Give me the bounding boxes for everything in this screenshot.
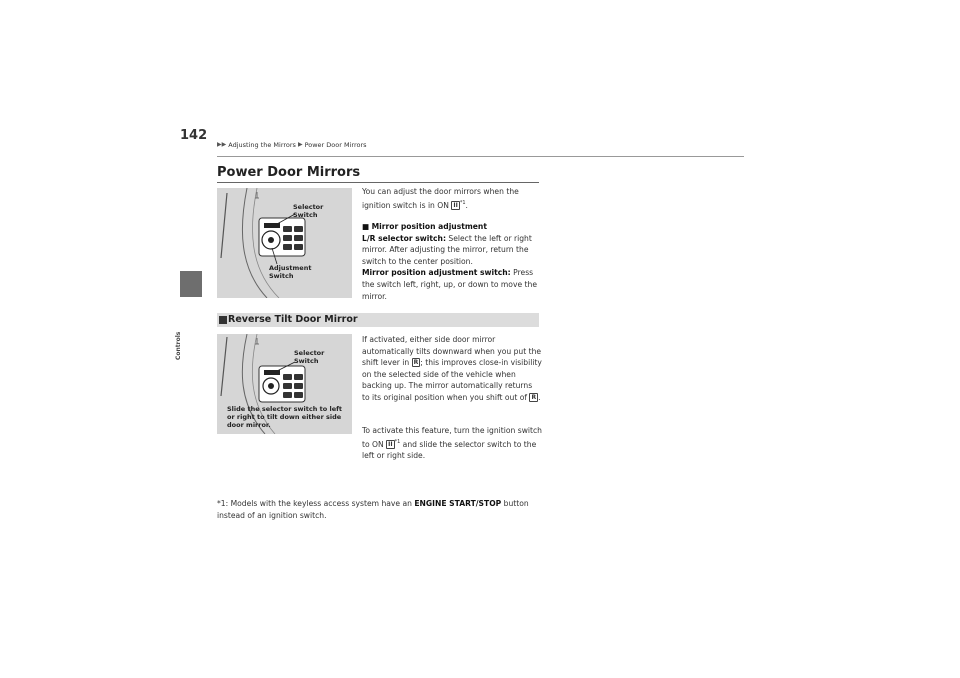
footnote: *1: Models with the keyless access system have an ENGINE START/STOP button instead of an ignition switch. [217,499,529,520]
reverse-gear-key-icon: R [531,393,537,401]
selector-switch-label: Selector Switch [294,349,325,365]
breadcrumb-arrow-icon: ▶▶ [217,141,227,148]
selector-switch-label: Selector Switch [293,203,324,219]
reverse-gear-key-icon: R [413,359,419,367]
breadcrumb-item[interactable]: Adjusting the Mirrors [228,141,296,149]
title-rule [217,182,539,183]
figure-caption: Slide the selector switch to left or right to tilt down either side door mirror. [227,405,343,429]
header-rule [217,156,744,157]
side-tab-marker [180,271,202,297]
breadcrumb [217,141,367,149]
mirror-switch-illustration [217,188,352,298]
page-number: 142 [180,128,208,143]
ignition-key-icon: II [388,440,393,448]
reverse-tilt-paragraph-1: If activated, either side door mirror automatically tilts downward when you put the shift lever in R ; this improves close-in visibility on the selected side of the vehicle when backing up. The mirror automatically returns to its original position when you shift out of R . [362,335,542,402]
reverse-tilt-paragraph-2: To activate this feature, turn the ignition switch to ON II $^{*1}$ and slide the selector switch to the left or right side. [362,426,542,461]
breadcrumb-item[interactable]: Power Door Mirrors [304,141,367,149]
reverse-tilt-heading: Reverse Tilt Door Mirror [228,314,358,325]
adjustment-switch-label: Adjustment Switch [269,264,312,280]
breadcrumb-arrow-icon: ▶ [297,141,303,148]
figure-mirror-controls [217,188,352,298]
intro-paragraph: You can adjust the door mirrors when the ignition switch is in ON II $^{*1}$. [362,187,519,210]
square-bullet-icon: ■ [362,222,370,231]
side-tab-label: Controls [175,331,182,360]
ignition-key-icon: II [453,201,458,209]
figure-reverse-tilt [217,334,352,434]
mirror-position-section: ■ Mirror position adjustment L/R selector switch: Select the left or right mirror. After adjusting the mirror, return the switch to the center position. Mirror position adjustment switch: Press the switch left, right, up, or down to move the mirror. [362,222,537,301]
page-title: Power Door Mirrors [217,165,361,180]
square-bullet-icon [219,316,227,324]
